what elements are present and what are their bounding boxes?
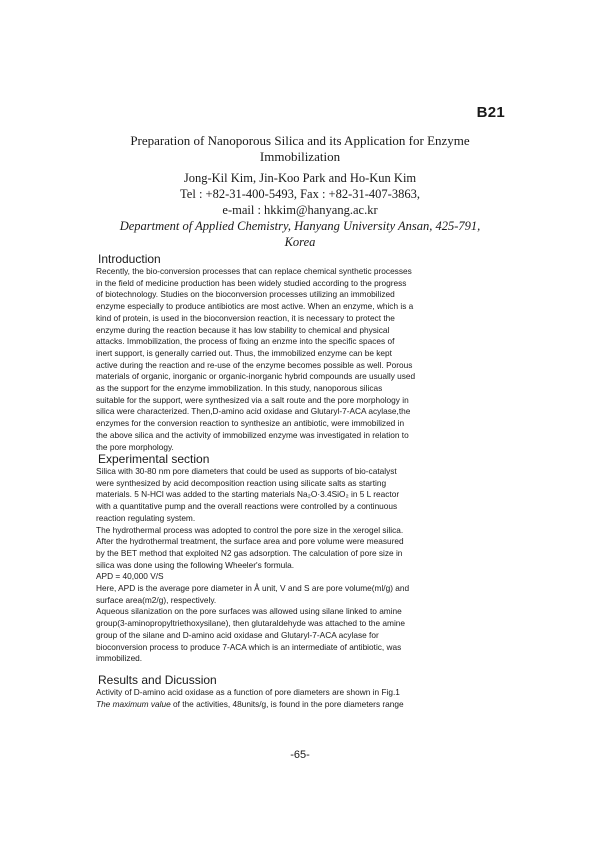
results-italic-phrase: The maximum value: [96, 698, 171, 709]
author-email: e-mail : hkkim@hanyang.ac.kr: [222, 203, 378, 217]
experimental-line: After the hydrothermal treatment, the surface area and pore volume were measured: [96, 536, 404, 547]
intro-line: Recently, the bio-conversion processes that can replace chemical synthetic processes: [96, 266, 412, 276]
intro-line: of biotechnology. Studies on the bioconversion processes utilizing an immobilized: [96, 289, 395, 300]
page-number: -65-: [290, 749, 310, 761]
intro-line: active during the reaction and re-use of the enzyme becomes possible as well. Porous: [96, 359, 413, 370]
intro-line: enzyme during the reaction because it has low stability to chemical and physical: [96, 324, 390, 335]
experimental-line: group of the silane and D-amino acid oxidase and Glutaryl-7-ACA acylase for: [96, 629, 379, 640]
experimental-line: immobilized.: [96, 653, 143, 664]
author-names: Jong-Kil Kim, Jin-Koo Park and Ho-Kun Kim: [183, 171, 417, 185]
intro-line: enzyme especially to produce antibiotics are most active. When an enzyme, which is a: [96, 301, 414, 312]
intro-line: attacks. Immobilization, the process of fixing an enzme into the specific spaces of: [96, 336, 395, 347]
experimental-line: reaction regulating system.: [96, 512, 196, 523]
experimental-line: group(3-aminopropyltriethoxysilane), then glutaraldehyde was attached to the amine: [96, 618, 406, 629]
intro-line: in the field of medicine production has been widely studied according to the progress: [96, 277, 407, 288]
paper-title: [100, 133, 500, 165]
intro-line: inert support, is generally carried out. Thus, the immobilized enzyme can be kept: [96, 347, 392, 358]
experimental-line: surface area(m2/g), respectively.: [96, 594, 217, 605]
abstract-code: B21: [476, 104, 505, 121]
intro-line: enzymes for the conversion reaction to synthesize an antibiotic, were immobilized in: [96, 418, 405, 429]
title-line-1: Preparation of Nanoporous Silica and its Application for Enzyme: [130, 133, 470, 148]
intro-line: kind of protein, is used in the bioconversion reaction, it is necessary to protect the: [96, 312, 395, 323]
intro-line: suitable for the support, were synthesized via a salt route and the pore morphology in: [96, 394, 409, 405]
experimental-line: Silica with 30-80 nm pore diameters that could be used as supports of bio-catalyst: [96, 466, 397, 476]
introduction-heading: Introduction: [98, 252, 161, 266]
experimental-line: Here, APD is the average pore diameter in Å unit, V and S are pore volume(ml/g) and: [96, 583, 410, 594]
experimental-line: bioconversion process to produce 7-ACA which is an intermediate of antibiotic, was: [96, 641, 402, 652]
experimental-line: materials. 5 N-HCl was added to the starting materials Na₂O·3.4SiO₂ in 5 L reactor: [96, 489, 400, 500]
experimental-line: with a quantitative pump and the overall reactions were controlled by a continuous: [96, 501, 398, 512]
experimental-line: by the BET method that exploited N2 gas adsorption. The calculation of pore size in: [96, 547, 403, 558]
author-block: [70, 170, 530, 250]
experimental-line: Aqueous silanization on the pore surfaces was allowed using silane linked to amine: [96, 606, 402, 617]
title-line-2: Immobilization: [259, 149, 341, 164]
intro-line: the pore morphology.: [96, 441, 174, 452]
experimental-line: The hydrothermal process was adopted to control the pore size in the xerogel silica.: [96, 524, 404, 535]
intro-line: silica were characterized. Then,D-amino acid oxidase and Glutaryl-7-ACA acylase,the: [96, 406, 411, 417]
affiliation-line-1: Department of Applied Chemistry, Hanyang University Ansan, 425-791,: [119, 219, 481, 233]
results-line: Activity of D-amino acid oxidase as a function of pore diameters are shown in Fig.1: [96, 687, 400, 697]
formula-line: APD = 40,000 V/S: [96, 571, 164, 582]
experimental-line: silica was done using the following Wheeler's formula.: [96, 559, 295, 570]
experimental-body: [96, 466, 483, 665]
affiliation-line-2: Korea: [284, 235, 316, 249]
author-tel-fax: Tel : +82-31-400-5493, Fax : +82-31-407-3863,: [180, 187, 420, 201]
results-heading: Results and Dicussion: [98, 673, 217, 687]
results-line-rest: of the activities, 48units/g, is found in the pore diameters range: [170, 698, 404, 709]
experimental-heading: Experimental section: [98, 452, 210, 466]
results-body: [96, 687, 483, 710]
experimental-line: were synthesized by acid decomposition reaction using silicate salts as starting: [96, 477, 387, 488]
introduction-body: [96, 266, 483, 453]
intro-line: materials of organic, inorganic or organic-inorganic hybrid compounds are usually used: [96, 371, 416, 382]
intro-line: as the support for the enzyme immobilization. In this study, nanoporous silicas: [96, 383, 383, 394]
results-line: [96, 699, 483, 711]
intro-line: the above silica and the activity of immobilized enzyme was investigated in relation to: [96, 429, 409, 440]
